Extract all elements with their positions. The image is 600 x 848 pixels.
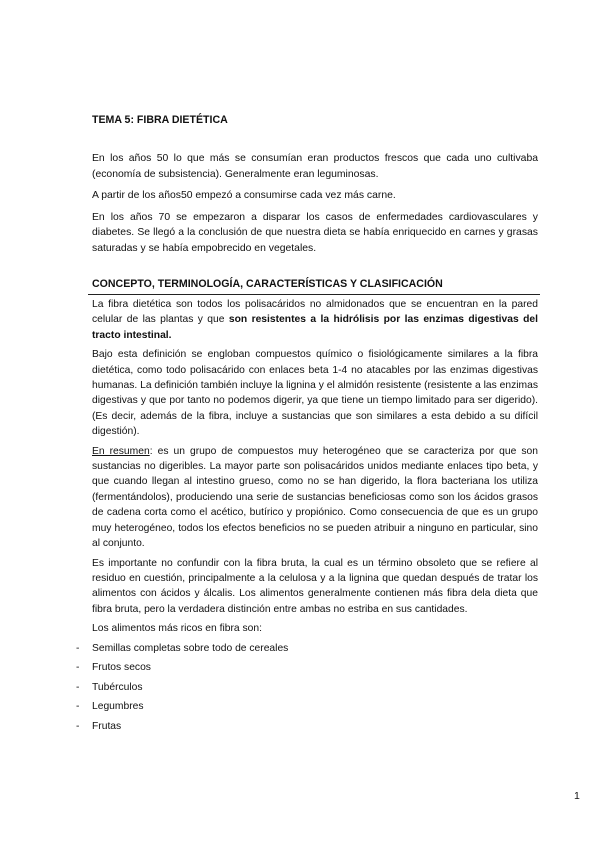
list-item (76, 699, 538, 714)
definition-text: La fibra dietética son todos los polisacáridos no almidonados que se encuentran en la pared celular de las plantas y que (92, 299, 538, 326)
list-item-text: Legumbres (92, 701, 144, 713)
section-divider (88, 294, 540, 295)
dash-bullet: - (76, 681, 80, 693)
list-item-text: Tubérculos (92, 681, 143, 693)
list-item (76, 641, 538, 656)
definition-paragraph (92, 297, 538, 343)
intro-block (92, 151, 538, 262)
summary-text: : es un grupo de compuestos muy heterogéneo que se caracteriza por que son sustancias no digeribles. La mayor parte son polisacáridos unidos mediante enlaces tipo beta, y que cuando llegan al intestino grueso, como no se han digerido, la flora bacteriana los utiliza (fermentándolos), produciendo una serie de sustancias beneficiosas como son los ácidos grasos de cadena corta como el acético, butírico y propiónico. Como consecuencia de que es un grupo muy heterogéneo, todos los efectos beneficios no se pueden atribuir a ninguno en particular, sino al conjunto. (92, 445, 538, 550)
list-item (76, 719, 538, 734)
paragraph-crude-fiber: Es importante no confundir con la fibra bruta, la cual es un término obsoleto que se refiere al residuo en cuestión, principalmente a la celulosa y a la lignina que quedan después de tratar los alimentos con ácidos y álcalis. Los alimentos generalmente contienen más fibra dela dieta que fibra bruta, pero la verdadera distinción entre ambas no estriba en sus cantidades. (92, 557, 538, 615)
intro-paragraph: A partir de los años50 empezó a consumirse cada vez más carne. (92, 190, 396, 201)
section-body (76, 297, 538, 738)
intro-paragraph: En los años 70 se empezaron a disparar los casos de enfermedades cardiovasculares y diabetes. Se llegó a la conclusión de que nuestra dieta se había enriquecido en carnes y grasas saturadas y se había empobrecido en vegetales. (92, 211, 538, 254)
page-number: 1 (574, 790, 580, 802)
dash-bullet: - (76, 642, 80, 654)
list-intro: Los alimentos más ricos en fibra son: (92, 623, 262, 635)
summary-paragraph (92, 444, 538, 552)
intro-paragraph: En los años 50 lo que más se consumían eran productos frescos que cada uno cultivaba (economía de subsistencia). Generalmente eran leguminosas. (92, 153, 538, 180)
definition-bold: son resistentes a la hidrólisis por las enzimas digestivas del tracto intestinal. (92, 314, 538, 341)
list-item-text: Semillas completas sobre todo de cereales (92, 642, 289, 654)
list-item-text: Frutos secos (92, 662, 151, 674)
section-title: CONCEPTO, TERMINOLOGÍA, CARACTERÍSTICAS Y CLASIFICACIÓN (92, 278, 443, 290)
page-title: TEMA 5: FIBRA DIETÉTICA (92, 114, 228, 126)
list-item-text: Frutas (92, 720, 122, 732)
fiber-food-list (76, 641, 538, 734)
summary-label: En resumen (92, 445, 150, 457)
dash-bullet: - (76, 662, 80, 674)
list-item (76, 660, 538, 675)
list-item (76, 680, 538, 695)
paragraph-scope: Bajo esta definición se engloban compuestos químico o fisiológicamente similares a la fibra dietética, como todo polisacárido con enlaces beta 1-4 no atacables por las enzimas digestivas humanas. La definición también incluye la lignina y el almidón resistente (resistente a las enzimas digestivas y que por tanto no podemos digerir, ya que tiene un tiempo limitado para ser digerido). (Es decir, además de la fibra, incluye a sustancias que son similares a esta debido a su difícil digestión). (92, 349, 538, 438)
dash-bullet: - (76, 701, 80, 713)
dash-bullet: - (76, 720, 80, 732)
